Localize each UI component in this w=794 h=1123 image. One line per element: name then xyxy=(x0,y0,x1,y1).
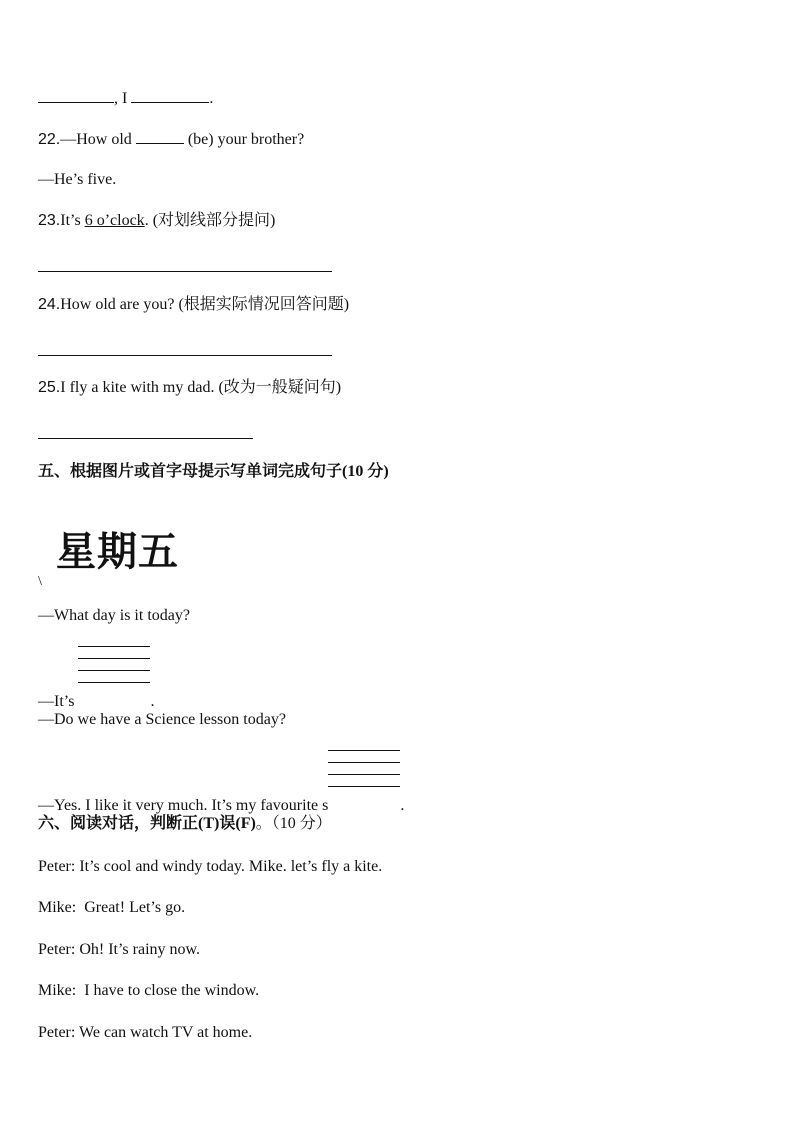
q23-text-b: . (对划线部分提问) xyxy=(144,212,276,229)
q23-number: 23. xyxy=(38,212,61,229)
section5-score: (10 分) xyxy=(342,463,389,480)
s5-its-text: —It’s xyxy=(38,693,75,710)
answer-blank[interactable] xyxy=(38,88,114,103)
dialogue-line: Mike: Great! Let’s go. xyxy=(38,899,186,916)
q22-number: 22. xyxy=(38,131,61,148)
friday-picture xyxy=(50,510,190,576)
section6-heading-f: (F) xyxy=(235,815,256,832)
s5-hint-letter: s xyxy=(322,797,329,814)
s5-favourite-text: —Yes. I like it very much. It’s my favourite xyxy=(38,797,319,814)
q24-answer-line[interactable] xyxy=(38,355,332,356)
q24-text: How old are you? (根据实际情况回答问题) xyxy=(60,296,350,313)
q22-dash: — xyxy=(60,131,77,148)
q22-text-b: (be) your brother? xyxy=(187,131,305,148)
q25-question xyxy=(38,378,341,398)
dialogue-line: Peter: We can watch TV at home. xyxy=(38,1024,253,1041)
q24-question xyxy=(38,295,349,315)
q23-underlined-part: 6 o’clock xyxy=(84,212,145,229)
q21-text: , I xyxy=(114,90,128,107)
section6-heading-t: (T) xyxy=(198,815,220,832)
s5-favourite-blank[interactable] xyxy=(328,772,400,812)
section6-heading-a: 六、阅读对话，判断正 xyxy=(38,815,199,832)
s5-line-its xyxy=(38,668,154,712)
section6-heading xyxy=(38,814,332,834)
s5-line-favourite xyxy=(38,772,404,816)
q25-answer-line[interactable] xyxy=(38,438,253,439)
q21-period: . xyxy=(209,90,214,107)
q22-blank[interactable] xyxy=(136,129,184,144)
q24-number: 24. xyxy=(38,296,61,313)
q23-answer-line[interactable] xyxy=(38,271,332,272)
q23-text-a: It’s xyxy=(60,212,81,229)
q21-answer-line xyxy=(38,88,213,109)
section5-heading-text: 五、根据图片或首字母提示写单词完成句子 xyxy=(38,463,343,480)
s5-favourite-period: . xyxy=(400,797,405,814)
section6-heading-b: 误 xyxy=(219,815,236,832)
q22-question xyxy=(38,129,304,150)
answer-blank[interactable] xyxy=(131,88,209,103)
section6-score: 。（10 分） xyxy=(255,815,332,832)
dialogue-line: Peter: Oh! It’s rainy now. xyxy=(38,941,201,958)
q22-answer: —He’s five. xyxy=(38,171,117,188)
section5-heading xyxy=(38,462,389,482)
s5-line-science: —Do we have a Science lesson today? xyxy=(38,711,286,728)
s5-its-period: . xyxy=(150,693,155,710)
friday-picture-text: 星期五 xyxy=(56,529,179,575)
q23-question xyxy=(38,211,275,231)
dialogue-line: Mike: I have to close the window. xyxy=(38,982,260,999)
q25-text: I fly a kite with my dad. (改为一般疑问句) xyxy=(60,379,342,396)
stray-backslash: \ xyxy=(38,574,42,589)
s5-line-what-day: —What day is it today? xyxy=(38,607,190,624)
s5-answer-blank[interactable] xyxy=(78,668,150,708)
q25-number: 25. xyxy=(38,379,61,396)
q22-text-a: How old xyxy=(76,131,132,148)
dialogue-line: Peter: It’s cool and windy today. Mike. let’s fly a kite. xyxy=(38,858,383,875)
